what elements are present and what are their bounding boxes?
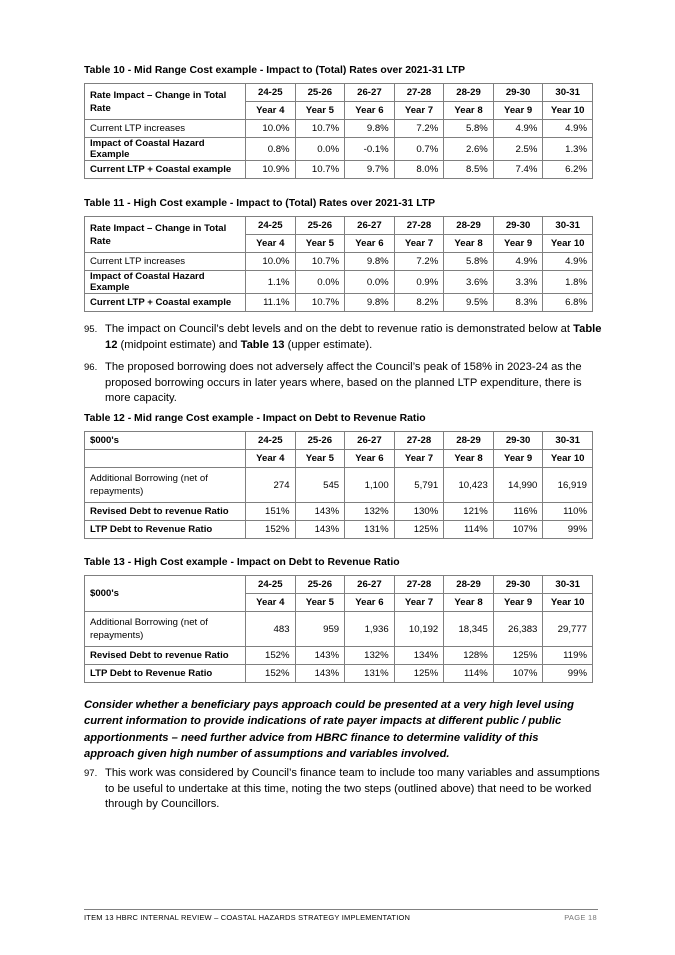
cell-value: 7.2%	[394, 120, 444, 138]
cell-value: 10.7%	[295, 120, 345, 138]
table-header-row	[85, 432, 593, 450]
cell-value: 8.0%	[394, 161, 444, 179]
cell-value: 0.0%	[295, 271, 345, 294]
cell-value: 130%	[394, 503, 444, 521]
year-header: 29-30	[493, 432, 543, 450]
year-header: 25-26	[295, 217, 345, 235]
paragraph-text: (midpoint estimate) and	[117, 338, 241, 351]
cell-value: 8.2%	[394, 294, 444, 312]
year-num-header: Year 4	[246, 102, 296, 120]
cell-value: 114%	[444, 521, 494, 539]
year-header: 26-27	[345, 576, 395, 594]
table-row	[85, 647, 593, 665]
year-header: 30-31	[543, 84, 593, 102]
year-num-header: Year 8	[444, 102, 494, 120]
year-num-header: Year 8	[444, 450, 494, 468]
row-label: Revised Debt to revenue Ratio	[85, 647, 246, 665]
cell-value: 3.6%	[444, 271, 494, 294]
table-corner-label: Rate Impact – Change in Total Rate	[85, 84, 246, 120]
cell-value: 2.5%	[493, 138, 543, 161]
cell-value: 119%	[543, 647, 593, 665]
cell-value: 10.7%	[295, 253, 345, 271]
year-num-header: Year 6	[345, 235, 395, 253]
table-11-caption: Table 11 - High Cost example - Impact to (Total) Rates over 2021-31 LTP	[84, 198, 436, 209]
cell-value: 0.0%	[295, 138, 345, 161]
cell-value: 99%	[543, 521, 593, 539]
year-num-header: Year 9	[493, 594, 543, 612]
cell-value: 14,990	[493, 468, 543, 503]
cell-value: 1.8%	[543, 271, 593, 294]
table-row	[85, 138, 593, 161]
year-header: 30-31	[543, 217, 593, 235]
row-label: Additional Borrowing (net of repayments)	[85, 468, 246, 503]
cell-value: 5,791	[394, 468, 444, 503]
year-num-header: Year 7	[394, 594, 444, 612]
page-number: PAGE 18	[564, 913, 597, 922]
cell-value: 125%	[394, 665, 444, 683]
paragraph-text: The proposed borrowing does not adversely affect the Council’s peak of 158% in 2023-24 as the proposed borrowing occurs in later years where, based on the planned LTP expenditure, there is more capacity.	[105, 361, 582, 404]
cell-value: 6.2%	[543, 161, 593, 179]
table-10-caption: Table 10 - Mid Range Cost example - Impact to (Total) Rates over 2021-31 LTP	[84, 65, 466, 76]
year-num-header: Year 7	[394, 450, 444, 468]
cell-value: 274	[246, 468, 296, 503]
paragraph-96	[84, 360, 604, 407]
cell-value: -0.1%	[345, 138, 395, 161]
cell-value: 132%	[345, 647, 395, 665]
footer-divider	[84, 909, 598, 910]
year-num-header: Year 5	[295, 102, 345, 120]
table-12	[84, 431, 593, 539]
cell-value: 8.5%	[444, 161, 494, 179]
cell-value: 9.7%	[345, 161, 395, 179]
cell-value: 99%	[543, 665, 593, 683]
year-header: 29-30	[493, 217, 543, 235]
year-num-header: Year 10	[543, 594, 593, 612]
year-num-header: Year 5	[295, 450, 345, 468]
year-header: 28-29	[444, 576, 494, 594]
table-row	[85, 612, 593, 647]
cell-value: 26,383	[493, 612, 543, 647]
cell-value: 132%	[345, 503, 395, 521]
paragraph-text: (upper estimate).	[284, 338, 373, 351]
cell-value: 131%	[345, 521, 395, 539]
row-label: LTP Debt to Revenue Ratio	[85, 665, 246, 683]
year-header: 26-27	[345, 217, 395, 235]
paragraph-text: This work was considered by Council’s finance team to include too many variables and assumptions to be useful to undertake at this time, noting the two steps (outlined above) that need to be worked through by Councillors.	[105, 767, 600, 810]
cell-value: 10,423	[444, 468, 494, 503]
year-header: 26-27	[345, 84, 395, 102]
cell-value: 9.8%	[345, 253, 395, 271]
cell-value: 7.4%	[493, 161, 543, 179]
year-num-header: Year 8	[444, 594, 494, 612]
cell-value: 114%	[444, 665, 494, 683]
cell-value: 125%	[493, 647, 543, 665]
row-label: LTP Debt to Revenue Ratio	[85, 521, 246, 539]
cell-value: 4.9%	[493, 120, 543, 138]
cell-value: 11.1%	[246, 294, 296, 312]
paragraph-97	[84, 766, 604, 813]
cell-value: 545	[295, 468, 345, 503]
cell-value: 152%	[246, 665, 296, 683]
year-num-header: Year 9	[493, 102, 543, 120]
table-13	[84, 575, 593, 683]
cell-value: 18,345	[444, 612, 494, 647]
year-num-header: Year 10	[543, 450, 593, 468]
paragraph-number: 96.	[84, 362, 98, 373]
year-num-header: Year 7	[394, 102, 444, 120]
year-num-header: Year 6	[345, 594, 395, 612]
year-header: 28-29	[444, 84, 494, 102]
cell-value: 9.5%	[444, 294, 494, 312]
table-header-row	[85, 217, 593, 235]
table-row	[85, 161, 593, 179]
cell-value: 1.1%	[246, 271, 296, 294]
cell-value: 143%	[295, 665, 345, 683]
paragraph-text: The impact on Council’s debt levels and on the debt to revenue ratio is demonstrated below at	[105, 323, 574, 335]
year-num-header: Year 8	[444, 235, 494, 253]
table-header-row	[85, 84, 593, 102]
year-num-header: Year 7	[394, 235, 444, 253]
cell-value: 1.3%	[543, 138, 593, 161]
year-header: 26-27	[345, 432, 395, 450]
review-note: Consider whether a beneficiary pays approach could be presented at a very high level using current information to provide indications of rate payer impacts at different public / public apportionments – need further advice from HBRC finance to determine validity of this approach given high number of assumptions and variables involved.	[84, 699, 574, 760]
row-label: Current LTP + Coastal example	[85, 294, 246, 312]
row-label: Impact of Coastal Hazard Example	[85, 271, 246, 294]
cell-value: 107%	[493, 521, 543, 539]
cell-value: 3.3%	[493, 271, 543, 294]
cell-value: 110%	[543, 503, 593, 521]
year-header: 27-28	[394, 432, 444, 450]
cell-value: 152%	[246, 647, 296, 665]
cell-value: 8.3%	[493, 294, 543, 312]
year-num-header: Year 4	[246, 450, 296, 468]
footer-title: ITEM 13 HBRC INTERNAL REVIEW – COASTAL HAZARDS STRATEGY IMPLEMENTATION	[84, 913, 411, 922]
year-header: 28-29	[444, 432, 494, 450]
cell-value: 7.2%	[394, 253, 444, 271]
table-row	[85, 271, 593, 294]
cell-value: 116%	[493, 503, 543, 521]
year-header: 24-25	[246, 217, 296, 235]
cell-value: 6.8%	[543, 294, 593, 312]
year-num-header: Year 10	[543, 102, 593, 120]
year-num-header: Year 6	[345, 102, 395, 120]
cell-value: 107%	[493, 665, 543, 683]
year-header: 24-25	[246, 576, 296, 594]
table-row	[85, 503, 593, 521]
table-header-row	[85, 576, 593, 594]
cell-value: 1,936	[345, 612, 395, 647]
paragraph-number: 95.	[84, 324, 98, 335]
table-10	[84, 83, 593, 179]
row-label: Additional Borrowing (net of repayments)	[85, 612, 246, 647]
year-header: 30-31	[543, 576, 593, 594]
cell-value: 125%	[394, 521, 444, 539]
cell-value: 4.9%	[493, 253, 543, 271]
paragraph-95	[84, 322, 604, 353]
year-num-header: Year 9	[493, 235, 543, 253]
table-row	[85, 468, 593, 503]
year-header: 25-26	[295, 432, 345, 450]
year-header: 24-25	[246, 432, 296, 450]
year-header: 24-25	[246, 84, 296, 102]
row-label: Current LTP increases	[85, 120, 246, 138]
table-corner-label: $000's	[85, 432, 246, 450]
table-row	[85, 665, 593, 683]
cell-value: 0.7%	[394, 138, 444, 161]
table-11	[84, 216, 593, 312]
row-label: Revised Debt to revenue Ratio	[85, 503, 246, 521]
year-num-header: Year 4	[246, 594, 296, 612]
cell-value: 0.0%	[345, 271, 395, 294]
year-header: 30-31	[543, 432, 593, 450]
cell-value: 4.9%	[543, 253, 593, 271]
row-label: Current LTP + Coastal example	[85, 161, 246, 179]
year-num-header: Year 6	[345, 450, 395, 468]
table-row	[85, 253, 593, 271]
table-12-caption: Table 12 - Mid range Cost example - Impact on Debt to Revenue Ratio	[84, 413, 426, 424]
cell-value: 10.0%	[246, 253, 296, 271]
table-reference: Table 12	[105, 323, 602, 351]
cell-value: 0.9%	[394, 271, 444, 294]
table-corner-label: Rate Impact – Change in Total Rate	[85, 217, 246, 253]
cell-value: 10.9%	[246, 161, 296, 179]
year-num-header: Year 5	[295, 594, 345, 612]
year-num-header: Year 4	[246, 235, 296, 253]
cell-value: 29,777	[543, 612, 593, 647]
cell-value: 128%	[444, 647, 494, 665]
table-header-row	[85, 450, 593, 468]
cell-value: 134%	[394, 647, 444, 665]
year-header: 29-30	[493, 576, 543, 594]
cell-value: 10.0%	[246, 120, 296, 138]
year-num-header: Year 9	[493, 450, 543, 468]
cell-value: 151%	[246, 503, 296, 521]
cell-value: 10,192	[394, 612, 444, 647]
table-row	[85, 120, 593, 138]
cell-value: 143%	[295, 647, 345, 665]
cell-value: 121%	[444, 503, 494, 521]
year-header: 27-28	[394, 217, 444, 235]
year-header: 27-28	[394, 84, 444, 102]
cell-value: 5.8%	[444, 253, 494, 271]
cell-value: 143%	[295, 503, 345, 521]
paragraph-number: 97.	[84, 768, 98, 779]
table-corner-label: $000's	[85, 576, 246, 612]
table-13-caption: Table 13 - High Cost example - Impact on Debt to Revenue Ratio	[84, 557, 400, 568]
cell-value: 1,100	[345, 468, 395, 503]
cell-value: 4.9%	[543, 120, 593, 138]
year-header: 29-30	[493, 84, 543, 102]
table-row	[85, 521, 593, 539]
cell-value: 152%	[246, 521, 296, 539]
cell-value: 5.8%	[444, 120, 494, 138]
year-header: 25-26	[295, 576, 345, 594]
empty-cell	[85, 450, 246, 468]
cell-value: 9.8%	[345, 294, 395, 312]
cell-value: 959	[295, 612, 345, 647]
table-row	[85, 294, 593, 312]
row-label: Current LTP increases	[85, 253, 246, 271]
cell-value: 0.8%	[246, 138, 296, 161]
cell-value: 143%	[295, 521, 345, 539]
year-header: 27-28	[394, 576, 444, 594]
year-num-header: Year 5	[295, 235, 345, 253]
cell-value: 16,919	[543, 468, 593, 503]
cell-value: 10.7%	[295, 161, 345, 179]
cell-value: 9.8%	[345, 120, 395, 138]
table-reference: Table 13	[240, 338, 285, 351]
year-header: 28-29	[444, 217, 494, 235]
cell-value: 2.6%	[444, 138, 494, 161]
cell-value: 131%	[345, 665, 395, 683]
year-num-header: Year 10	[543, 235, 593, 253]
year-header: 25-26	[295, 84, 345, 102]
cell-value: 10.7%	[295, 294, 345, 312]
row-label: Impact of Coastal Hazard Example	[85, 138, 246, 161]
cell-value: 483	[246, 612, 296, 647]
